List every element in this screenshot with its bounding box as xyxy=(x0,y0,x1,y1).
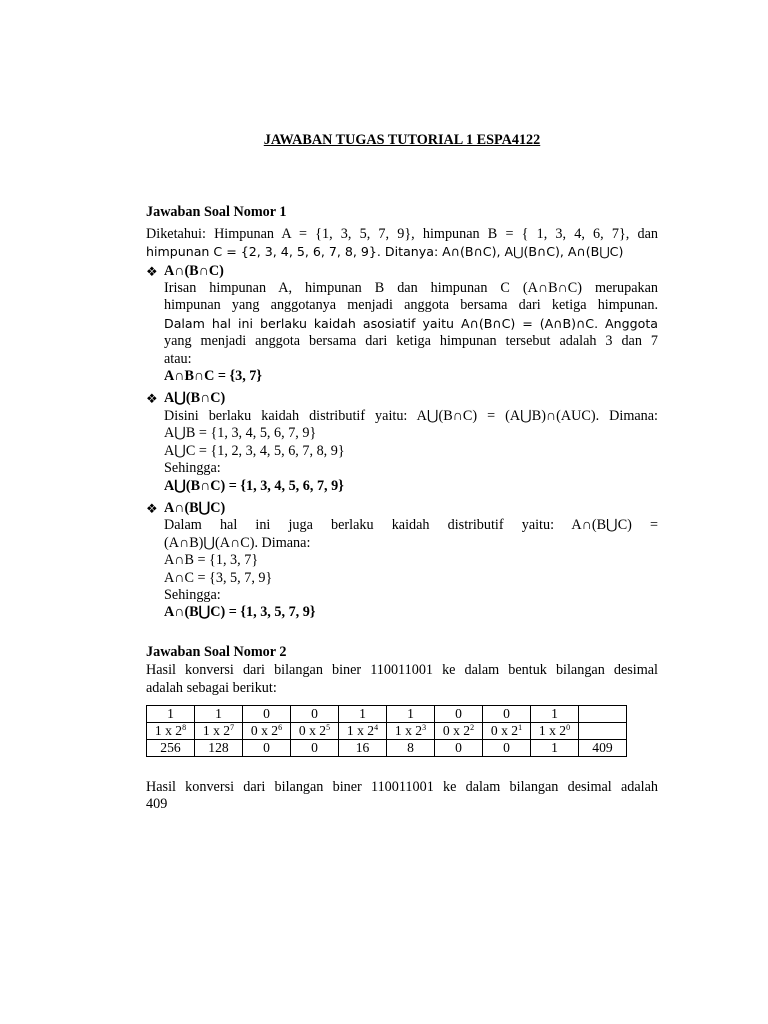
answer-item-1-line-1: Irisan himpunan A, himpunan B dan himpunan C (A∩B∩C) merupakan xyxy=(164,280,658,297)
table-cell: 1 xyxy=(531,739,579,756)
table-cell: 0 xyxy=(435,739,483,756)
table-cell: 16 xyxy=(339,739,387,756)
table-cell: 1 xyxy=(195,705,243,722)
section-2-conclusion-line-2: 409 xyxy=(146,796,168,813)
section-2-conclusion xyxy=(146,779,658,814)
table-cell: 8 xyxy=(387,739,435,756)
answer-item-1-result: A∩B∩C = {3, 7} xyxy=(164,368,262,385)
answer-item-1-line-2: himpunan yang anggotanya menjadi anggota bersama dari ketiga himpunan. xyxy=(164,297,658,314)
section-2-intro-line-1: Hasil konversi dari bilangan biner 110011001 ke dalam bentuk bilangan desimal xyxy=(146,662,658,679)
table-cell: 0 x $2^2$ xyxy=(435,722,483,739)
table-row-terms xyxy=(147,722,627,739)
table-cell: 1 x $2^4$ xyxy=(339,722,387,739)
section-2-heading: Jawaban Soal Nomor 2 xyxy=(146,643,287,660)
table-cell: 409 xyxy=(579,739,627,756)
answer-item-2-line-4: Sehingga: xyxy=(164,460,221,477)
answer-item-3-line-1: Dalam hal ini juga berlaku kaidah distributif yaitu: A∩(B⋃C) = xyxy=(164,517,658,534)
table-cell: 128 xyxy=(195,739,243,756)
section-1-intro-line-1: Diketahui: Himpunan A = {1, 3, 5, 7, 9}, himpunan B = { 1, 3, 4, 6, 7}, dan xyxy=(146,225,658,242)
table-row-bits xyxy=(147,705,627,722)
table-cell: 1 xyxy=(147,705,195,722)
table-cell: 0 xyxy=(435,705,483,722)
diamond-bullet-icon: ❖ xyxy=(146,500,158,516)
section-1-intro-line-2 xyxy=(146,243,658,261)
table-cell: 0 x $2^5$ xyxy=(291,722,339,739)
table-cell: 0 xyxy=(243,739,291,756)
section-1-intro-line-2-text: himpunan C = {2, 3, 4, 5, 6, 7, 8, 9}. Ditanya: A∩(B∩C), A⋃(B∩C), A∩(B⋃C) xyxy=(146,244,624,260)
answer-item-1-line-3 xyxy=(164,315,658,333)
binary-conversion-table xyxy=(146,705,627,757)
diamond-bullet-icon: ❖ xyxy=(146,391,158,407)
table-cell: 1 xyxy=(531,705,579,722)
answer-item-1-line-4: yang menjadi anggota bersama dari ketiga himpunan tersebut adalah 3 dan 7 xyxy=(164,333,658,350)
document-page xyxy=(146,132,658,814)
section-1 xyxy=(146,204,658,621)
table-cell: 1 x $2^8$ xyxy=(147,722,195,739)
table-cell: 1 x $2^3$ xyxy=(387,722,435,739)
answer-item-1-title: A∩(B∩C) xyxy=(164,262,224,279)
answer-item-1-line-5: atau: xyxy=(164,350,192,367)
answer-item-3-result: A∩(B⋃C) = {1, 3, 5, 7, 9} xyxy=(164,604,316,621)
table-cell: 256 xyxy=(147,739,195,756)
table-cell: 0 x $2^1$ xyxy=(483,722,531,739)
table-row-values xyxy=(147,739,627,756)
table-cell: 0 x $2^6$ xyxy=(243,722,291,739)
section-2-intro-line-2: adalah sebagai berikut: xyxy=(146,679,277,696)
answer-item-3-title: A∩(B⋃C) xyxy=(164,499,226,516)
table-cell: 1 xyxy=(339,705,387,722)
table-cell: 0 xyxy=(483,705,531,722)
table-cell: 0 xyxy=(291,739,339,756)
section-2 xyxy=(146,644,658,814)
answer-item-3-line-3: A∩B = {1, 3, 7} xyxy=(164,552,259,569)
table-cell: 0 xyxy=(291,705,339,722)
table-cell xyxy=(579,705,627,722)
answer-item-2-result: A⋃(B∩C) = {1, 3, 4, 5, 6, 7, 9} xyxy=(164,477,344,494)
answer-item-1-line-3-text: Dalam hal ini berlaku kaidah asosiatif yaitu A∩(B∩C) = (A∩B)∩C. Anggota xyxy=(164,315,658,331)
table-cell: 1 xyxy=(387,705,435,722)
answer-item-3-line-4: A∩C = {3, 5, 7, 9} xyxy=(164,569,273,586)
answer-item-3-line-5: Sehingga: xyxy=(164,586,221,603)
table-cell: 1 x $2^7$ xyxy=(195,722,243,739)
answer-item-1 xyxy=(146,263,658,386)
answer-item-2-line-1: Disini berlaku kaidah distributif yaitu: A⋃(B∩C) = (A⋃B)∩(AUC). Dimana: xyxy=(164,407,658,424)
answer-item-3 xyxy=(146,500,658,622)
diamond-bullet-icon: ❖ xyxy=(146,263,158,279)
section-1-heading: Jawaban Soal Nomor 1 xyxy=(146,204,287,221)
document-title: JAWABAN TUGAS TUTORIAL 1 ESPA4122 xyxy=(263,132,541,148)
table-cell: 0 xyxy=(243,705,291,722)
answer-item-2-line-3: A⋃C = {1, 2, 3, 4, 5, 6, 7, 8, 9} xyxy=(164,442,345,459)
table-cell: 0 xyxy=(483,739,531,756)
table-cell: 1 x $2^0$ xyxy=(531,722,579,739)
section-2-conclusion-line-1: Hasil konversi dari bilangan biner 110011001 ke dalam bilangan desimal adalah xyxy=(146,778,658,795)
answer-item-2-line-2: A⋃B = {1, 3, 4, 5, 6, 7, 9} xyxy=(164,425,317,442)
answer-item-3-line-2: (A∩B)⋃(A∩C). Dimana: xyxy=(164,534,311,551)
answer-item-2-title: A⋃(B∩C) xyxy=(164,390,226,407)
answer-item-2 xyxy=(146,390,658,494)
table-cell xyxy=(579,722,627,739)
